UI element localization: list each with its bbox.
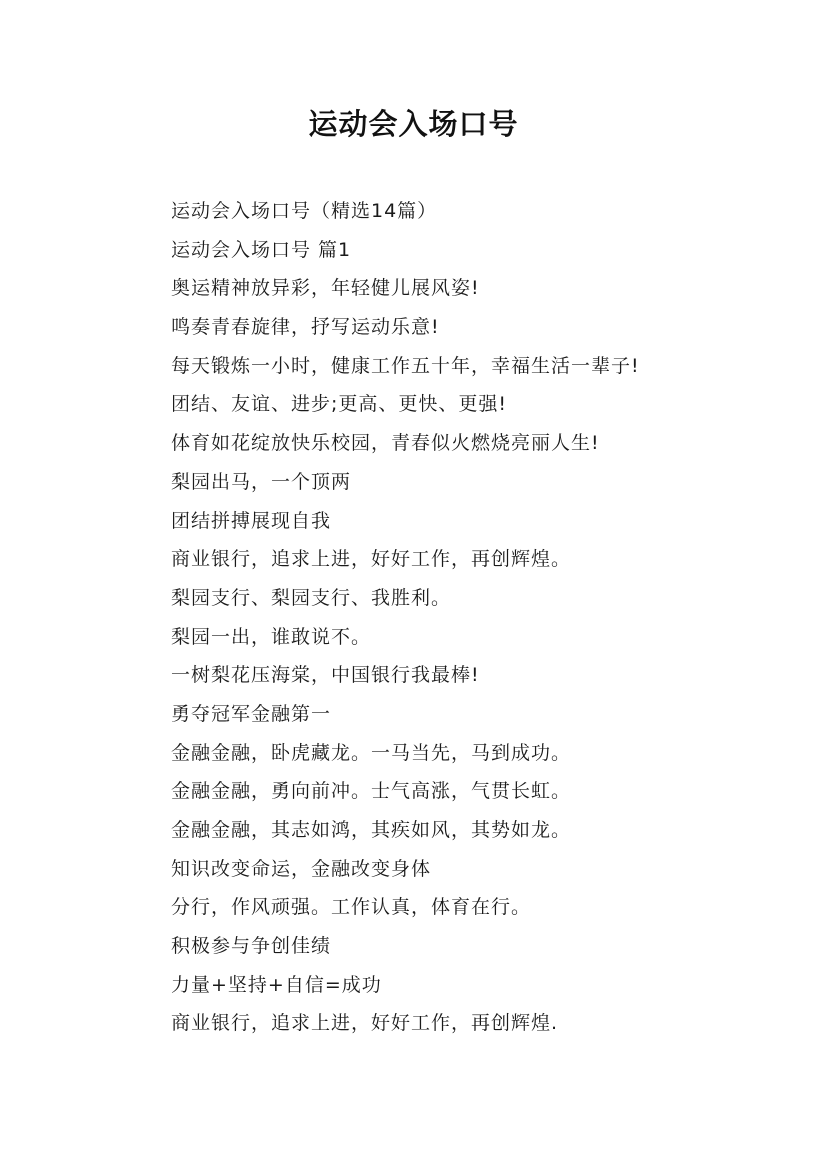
text-line: 梨园出马，一个顶两 xyxy=(171,470,352,493)
document-body xyxy=(171,192,771,1043)
text-line: 金融金融，勇向前冲。士气高涨，气贯长虹。 xyxy=(171,780,572,803)
text-line: 金融金融，卧虎藏龙。一马当先，马到成功。 xyxy=(171,741,572,764)
text-line: 商业银行，追求上进，好好工作，再创辉煌. xyxy=(171,1012,559,1035)
text-line: 勇夺冠军金融第一 xyxy=(171,702,332,725)
text-line: 商业银行，追求上进，好好工作，再创辉煌。 xyxy=(171,548,572,571)
text-line: 每天锻炼一小时，健康工作五十年，幸福生活一辈子! xyxy=(171,354,640,377)
document-title: 运动会入场口号 xyxy=(308,107,519,141)
text-line: 梨园支行、梨园支行、我胜利。 xyxy=(171,586,452,609)
text-line: 团结、友谊、进步;更高、更快、更强! xyxy=(171,393,508,416)
text-line: 一树梨花压海棠，中国银行我最棒! xyxy=(171,664,480,687)
text-line: 团结拼搏展现自我 xyxy=(171,509,332,532)
text-line: 运动会入场口号 篇1 xyxy=(171,238,352,261)
text-line: 力量+坚持+自信=成功 xyxy=(171,973,382,996)
text-line: 体育如花绽放快乐校园，青春似火燃烧亮丽人生! xyxy=(171,432,600,455)
text-line: 运动会入场口号（精选14篇） xyxy=(171,200,438,222)
text-line: 分行，作风顽强。工作认真，体育在行。 xyxy=(171,896,532,919)
text-line: 积极参与争创佳绩 xyxy=(171,935,332,958)
text-line: 金融金融，其志如鸿，其疾如风，其势如龙。 xyxy=(171,819,572,841)
text-line: 鸣奏青春旋律，抒写运动乐意! xyxy=(171,316,440,339)
text-line: 梨园一出，谁敢说不。 xyxy=(171,625,372,648)
text-line: 知识改变命运，金融改变身体 xyxy=(171,857,432,880)
text-line: 奥运精神放异彩，年轻健儿展风姿! xyxy=(171,277,480,300)
